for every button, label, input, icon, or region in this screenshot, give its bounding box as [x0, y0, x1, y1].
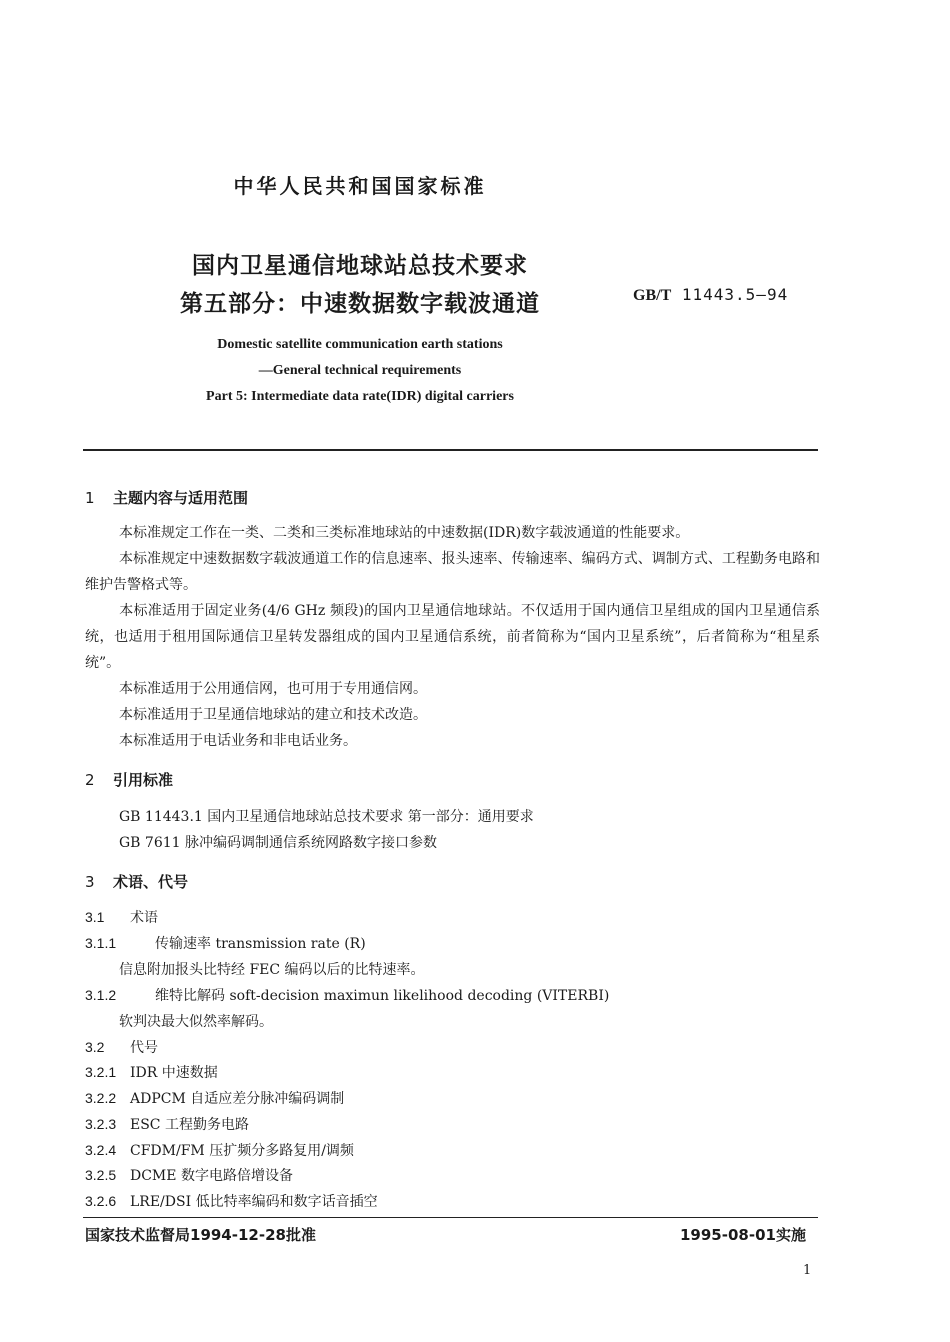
section-1-title: 主题内容与适用范围 — [113, 489, 249, 507]
approval-date: 国家技术监督局1994-12-28批准 — [85, 1226, 316, 1244]
section-3-title: 术语、代号 — [113, 873, 189, 891]
section-2-heading — [85, 769, 173, 790]
title-cn-line1: 国内卫星通信地球站总技术要求 — [192, 252, 528, 279]
term-3-1-2-definition: 软判决最大似然率解码。 — [119, 1014, 273, 1030]
section-1-para-5: 本标准适用于卫星通信地球站的建立和技术改造。 — [119, 707, 427, 723]
code-3-2-3: 3.2.3 ESC 工程勤务电路 — [85, 1116, 249, 1133]
term-3-1-2: 3.1.2 维特比解码 soft-decision maximun likelihood decoding (VITERBI) — [85, 987, 610, 1004]
reference-2: GB 7611 脉冲编码调制通信系统网路数字接口参数 — [119, 835, 437, 851]
code-3-2-1: 3.2.1 IDR 中速数据 — [85, 1064, 218, 1081]
code-3-2-4: 3.2.4 CFDM/FM 压扩频分多路复用/调频 — [85, 1142, 354, 1159]
section-1-para-6: 本标准适用于电话业务和非电话业务。 — [119, 733, 357, 749]
subsection-3-2: 3.2 代号 — [85, 1039, 158, 1056]
section-1-heading — [85, 487, 248, 508]
section-1-number: 1 — [85, 489, 95, 507]
section-2-title: 引用标准 — [113, 771, 174, 789]
subsection-3-1: 3.1 术语 — [85, 909, 158, 926]
code-3-2-2: 3.2.2 ADPCM 自适应差分脉冲编码调制 — [85, 1090, 345, 1107]
section-1-para-3: 本标准适用于固定业务(4/6 GHz 频段)的国内卫星通信地球站。不仅适用于国内通信卫星组成的国内卫星通信系统，也适用于租用国际通信卫星转发器组成的国内卫星通信系统，前者简称为“国内卫星系统”，后者简称为“租星系统”。 — [85, 603, 820, 671]
section-2-number: 2 — [85, 771, 95, 789]
footer-divider — [83, 1217, 818, 1218]
implementation-date: 1995-08-01实施 — [680, 1226, 806, 1244]
reference-1: GB 11443.1 国内卫星通信地球站总技术要求 第一部分：通用要求 — [119, 809, 534, 825]
title-cn-line2: 第五部分：中速数据数字载波通道 — [180, 290, 540, 317]
code-3-2-5: 3.2.5 DCME 数字电路倍增设备 — [85, 1167, 293, 1184]
section-3-number: 3 — [85, 873, 95, 891]
title-en-line3: Part 5: Intermediate data rate(IDR) digital carriers — [206, 389, 514, 404]
national-standard-heading: 中华人民共和国国家标准 — [233, 174, 487, 198]
section-1-para-2: 本标准规定中速数据数字载波通道工作的信息速率、报头速率、传输速率、编码方式、调制方式、工程勤务电路和维护告警格式等。 — [85, 551, 820, 593]
code-3-2-6: 3.2.6 LRE/DSI 低比特率编码和数字话音插空 — [85, 1193, 378, 1210]
standard-number: 11443.5—94 — [681, 285, 789, 304]
term-3-1-1-definition: 信息附加报头比特经 FEC 编码以后的比特速率。 — [119, 962, 425, 978]
section-3-heading — [85, 871, 188, 892]
title-en-line1: Domestic satellite communication earth stations — [217, 337, 503, 352]
title-en-line2: —General technical requirements — [258, 363, 462, 378]
header-divider — [83, 449, 818, 451]
section-1-para-1: 本标准规定工作在一类、二类和三类标准地球站的中速数据(IDR)数字载波通道的性能要求。 — [119, 525, 690, 541]
page-number: 1 — [803, 1263, 812, 1278]
standard-code — [633, 285, 788, 305]
standard-prefix: GB/T — [633, 287, 672, 304]
term-3-1-1: 3.1.1 传输速率 transmission rate (R) — [85, 935, 366, 952]
section-1-para-4: 本标准适用于公用通信网，也可用于专用通信网。 — [119, 681, 427, 697]
